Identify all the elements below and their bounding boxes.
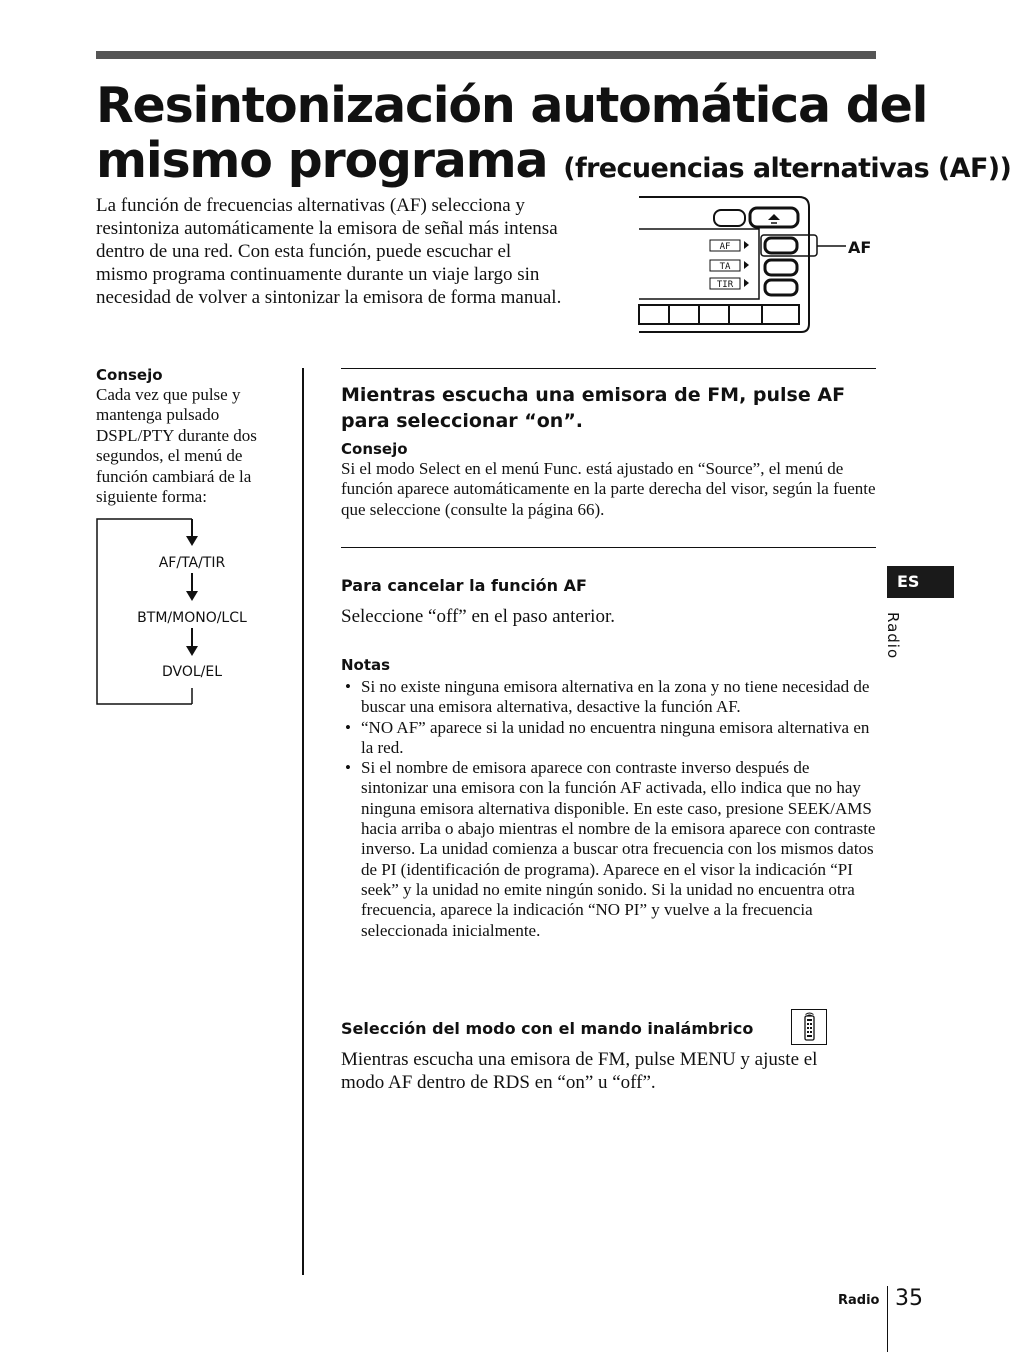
section-rule-middle bbox=[341, 547, 876, 548]
footer-section-label: Radio bbox=[838, 1293, 880, 1308]
title-line-2 bbox=[96, 133, 1011, 196]
remote-control-icon bbox=[791, 1009, 827, 1045]
language-tab: ES bbox=[887, 566, 954, 598]
display-ta-label: TA bbox=[719, 262, 731, 272]
page-title bbox=[96, 78, 1011, 196]
flow-item-2: BTM/MONO/LCL bbox=[137, 610, 247, 626]
wireless-heading: Selección del modo con el mando inalámbrico bbox=[341, 1019, 754, 1038]
note-bullet: • bbox=[345, 677, 351, 696]
flow-arrow-3 bbox=[186, 646, 198, 656]
flow-arrow-1 bbox=[186, 536, 198, 546]
tip-left-heading: Consejo bbox=[96, 366, 163, 384]
top-rule bbox=[96, 51, 876, 59]
title-subtitle: (frecuencias alternativas (AF)) bbox=[563, 153, 1011, 184]
flow-item-1: AF/TA/TIR bbox=[158, 555, 226, 571]
flow-item-3: DVOL/EL bbox=[161, 664, 223, 680]
page-number: 35 bbox=[895, 1286, 923, 1311]
device-illustration bbox=[634, 194, 879, 336]
side-section-label: Radio bbox=[884, 612, 902, 660]
display-af-label: AF bbox=[719, 242, 731, 252]
tip-left bbox=[96, 366, 296, 507]
cancel-body: Seleccione “off” en el paso anterior. bbox=[341, 606, 615, 627]
flow-arrow-2 bbox=[186, 591, 198, 601]
note-text: “NO AF” aparece si la unidad no encuentra ninguna emisora alternativa en la red. bbox=[361, 717, 870, 757]
note-item bbox=[341, 758, 876, 941]
column-divider bbox=[302, 368, 304, 1275]
footer-divider bbox=[887, 1286, 888, 1352]
note-text: Si no existe ninguna emisora alternativa en la zona y no tiene necesidad de buscar una emisora alternativa, desactive la función AF. bbox=[361, 677, 870, 717]
eject-icon bbox=[768, 214, 780, 220]
note-item bbox=[341, 718, 876, 759]
note-bullet: • bbox=[345, 758, 351, 778]
section-rule-top bbox=[341, 368, 876, 369]
cancel-heading: Para cancelar la función AF bbox=[341, 576, 587, 595]
title-line-1: Resintonización automática del bbox=[96, 77, 928, 134]
intro-paragraph: La función de frecuencias alternativas (AF) selecciona y resintoniza automáticamente la emisora de señal más intensa dentro de una red. Con esta función, puede escuchar el mismo programa continuamente durante un viaje largo sin necesidad de volver a sintonizar la emisora de forma manual. bbox=[96, 195, 562, 308]
step-tip-body: Si el modo Select en el menú Func. está ajustado en “Source”, el menú de función aparece automáticamente en la parte derecha del visor, según la fuente que seleccione (consulte la página 66). bbox=[341, 459, 876, 519]
step-tip bbox=[341, 440, 881, 520]
note-text: Si el nombre de emisora aparece con contraste inverso después de sintonizar una emisora con la función AF activada, ello indica que no hay ninguna emisora alternativa disponible. En este caso, presione SEEK/AMS hacia arriba o abajo mientras el nombre de la emisora aparece con contraste inverso. La unidad comienza a buscar otra frecuencia con los mismos datos de PI (identificación de programa). Aparece en el visor la indicación “PI seek” y la unidad no emite ningún sonido. Si la unidad no encuentra otra frecuencia, aparece la indicación “NO PI” y vuelve a la frecuencia seleccionada inicialmente. bbox=[361, 758, 876, 940]
step-tip-heading: Consejo bbox=[341, 440, 408, 458]
title-main: mismo programa bbox=[96, 132, 548, 189]
notes-section bbox=[341, 656, 876, 941]
tip-left-body: Cada vez que pulse y mantenga pulsado DSPL/PTY durante dos segundos, el menú de función cambiará de la siguiente forma: bbox=[96, 385, 257, 507]
display-tir-label: TIR bbox=[716, 280, 734, 290]
af-callout-label: AF bbox=[848, 238, 872, 257]
wireless-body: Mientras escucha una emisora de FM, pulse MENU y ajuste el modo AF dentro de RDS en “on” u “off”. bbox=[341, 1049, 818, 1093]
notes-heading: Notas bbox=[341, 656, 391, 674]
note-bullet: • bbox=[345, 717, 351, 737]
note-item bbox=[341, 677, 876, 718]
step-heading: Mientras escucha una emisora de FM, pulse AF para seleccionar “on”. bbox=[341, 384, 846, 432]
menu-flow-diagram bbox=[94, 516, 294, 708]
notes-list bbox=[341, 677, 876, 941]
